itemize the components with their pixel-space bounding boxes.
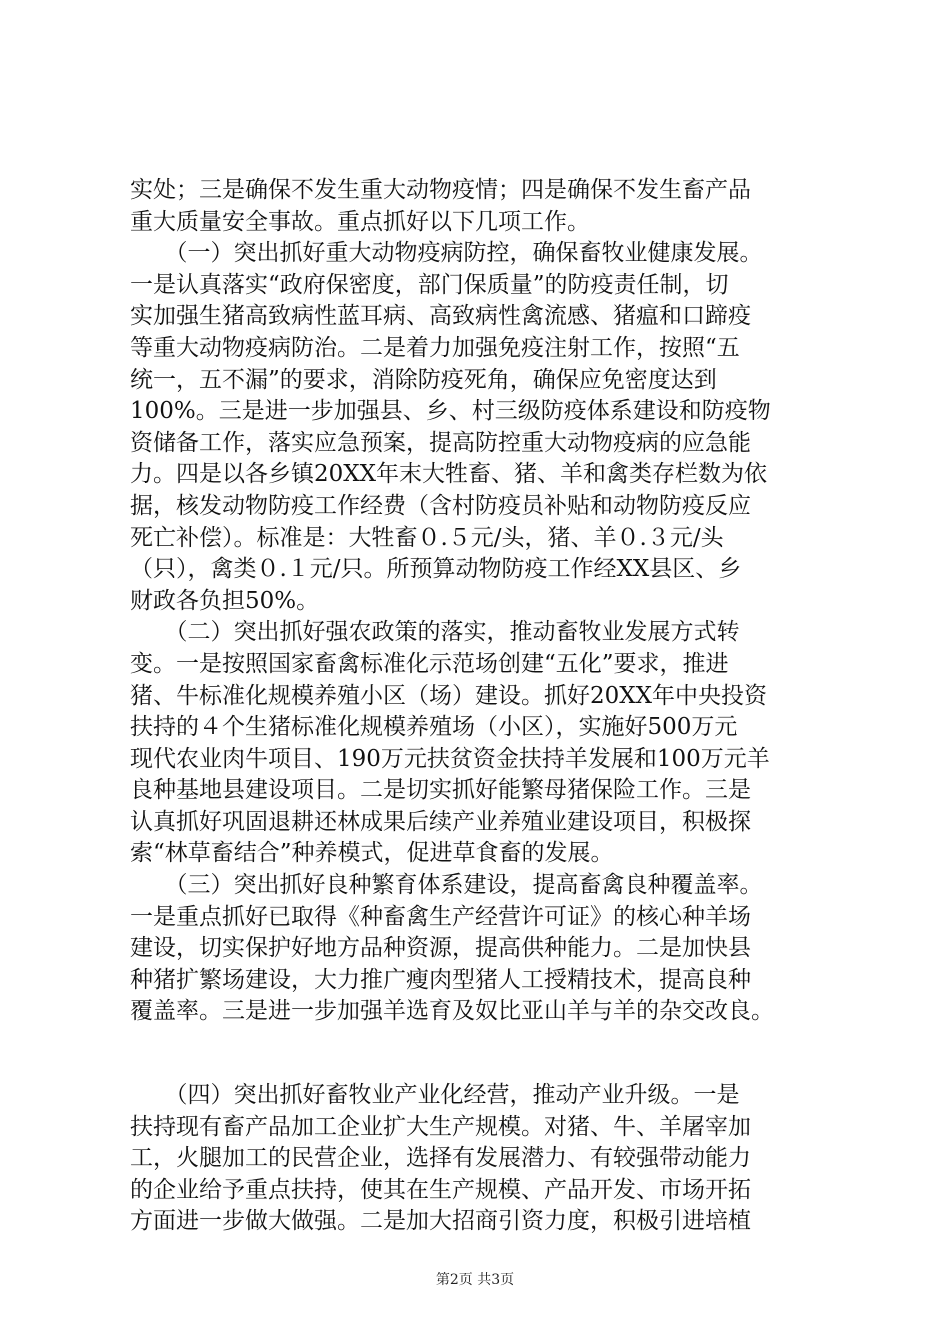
text-line: 据，核发动物防疫工作经费（含村防疫员补贴和动物防疫反应 [130,492,751,519]
text-line: 方面进一步做大做强。二是加大招商引资力度，积极引进培植 [130,1208,751,1235]
page-footer: 第2页 共3页 [435,1272,515,1288]
text-line: 猪、牛标准化规模养殖小区（场）建设。抓好20XX年中央投资 [130,682,768,709]
body-text-part-1 [130,175,830,1028]
text-line: 财政各负担50%。 [130,587,320,614]
text-line: 一是重点抓好已取得《种畜禽生产经营许可证》的核心种羊场 [130,903,751,930]
text-line: （只），禽类０.１元/只。所预算动物防疫工作经XX县区、乡 [130,556,742,583]
text-line: 重大质量安全事故。重点抓好以下几项工作。 [130,208,590,235]
text-line: （四）突出抓好畜牧业产业化经营，推动产业升级。一是 [130,1082,740,1109]
text-line: 变。一是按照国家畜禽标准化示范场创建“五化”要求，推进 [130,650,729,677]
text-line: 一是认真落实“政府保密度，部门保质量”的防疫责任制，切 [130,271,729,298]
text-line: 100%。三是进一步加强县、乡、村三级防疫体系建设和防疫物 [130,398,771,425]
text-line: 现代农业肉牛项目、190万元扶贫资金扶持羊发展和100万元羊 [130,745,770,772]
text-line: 良种基地县建设项目。二是切实抓好能繁母猪保险工作。三是 [130,777,751,804]
text-line: 统一，五不漏”的要求，消除防疫死角，确保应免密度达到 [130,366,717,393]
paragraph-gap [130,1028,830,1080]
text-line: （二）突出抓好强农政策的落实，推动畜牧业发展方式转 [130,619,740,646]
text-line: 死亡补偿）。标准是：大牲畜０.５元/头，猪、羊０.３元/头 [130,524,724,551]
text-line: 的企业给予重点扶持，使其在生产规模、产品开发、市场开拓 [130,1176,751,1203]
text-line: 扶持现有畜产品加工企业扩大生产规模。对猪、牛、羊屠宰加 [130,1113,751,1140]
text-line: 力。四是以各乡镇20XX年末大牲畜、猪、羊和禽类存栏数为依 [130,461,768,488]
text-line: （一）突出抓好重大动物疫病防控，确保畜牧业健康发展。 [130,240,763,267]
text-line: 种猪扩繁场建设，大力推广瘦肉型猪人工授精技术，提高良种 [130,966,751,993]
text-line: 覆盖率。三是进一步加强羊选育及奴比亚山羊与羊的杂交改良。 [130,998,774,1025]
text-line: 建设，切实保护好地方品种资源，提高供种能力。二是加快县 [130,935,751,962]
text-line: （三）突出抓好良种繁育体系建设，提高畜禽良种覆盖率。 [130,872,763,899]
body-text-part-2 [130,1080,830,1238]
text-line: 实加强生猪高致病性蓝耳病、高致病性禽流感、猪瘟和口蹄疫 [130,303,751,330]
text-line: 扶持的４个生猪标准化规模养殖场（小区），实施好500万元 [130,714,738,741]
text-line: 工，火腿加工的民营企业，选择有发展潜力、有较强带动能力 [130,1145,751,1172]
text-line: 认真抓好巩固退耕还林成果后续产业养殖业建设项目，积极探 [130,808,751,835]
text-line: 资储备工作，落实应急预案，提高防控重大动物疫病的应急能 [130,429,751,456]
text-line: 索“林草畜结合”种养模式，促进草食畜的发展。 [130,840,614,867]
text-line: 等重大动物疫病防治。二是着力加强免疫注射工作，按照“五 [130,334,740,361]
text-line: 实处；三是确保不发生重大动物疫情；四是确保不发生畜产品 [130,177,751,203]
body-text [130,175,830,1238]
